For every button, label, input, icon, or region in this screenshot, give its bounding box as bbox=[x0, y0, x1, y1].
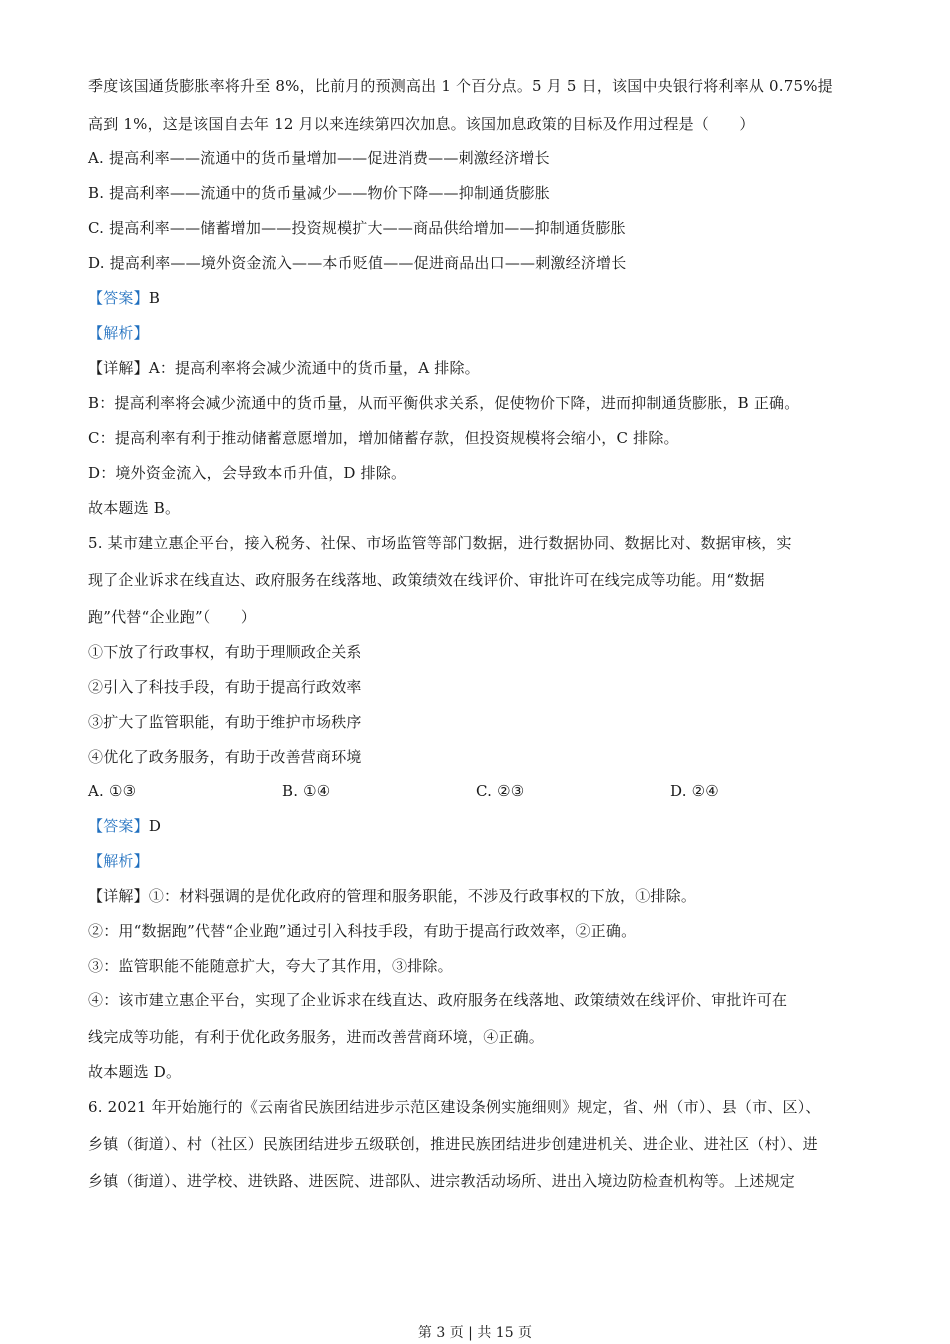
q5-option-c: C. ②③ bbox=[476, 782, 525, 800]
q5-statement-1: ①下放了行政事权，有助于理顺政企关系 bbox=[88, 643, 362, 661]
q5-options-row bbox=[88, 780, 870, 802]
q5-statement-2: ②引入了科技手段，有助于提高行政效率 bbox=[88, 678, 362, 696]
q4-detail-line-2: B：提高利率将会减少流通中的货币量，从而平衡供求关系，促使物价下降，进而抑制通货膨胀，B 正确。 bbox=[88, 394, 800, 412]
answer-tag: 【答案】 bbox=[88, 817, 149, 835]
q5-stem-line-1: 5. 某市建立惠企平台，接入税务、社保、市场监管等部门数据，进行数据协同、数据比对、数据审核，实 bbox=[88, 534, 792, 552]
q5-analysis-heading bbox=[88, 850, 870, 872]
detail-text: A：提高利率将会减少流通中的货币量，A 排除。 bbox=[148, 359, 480, 377]
answer-value: D bbox=[148, 817, 162, 835]
analysis-tag: 【解析】 bbox=[88, 852, 149, 870]
q5-detail-line-2: ②：用“数据跑”代替“企业跑”通过引入科技手段，有助于提高行政效率，②正确。 bbox=[88, 922, 637, 940]
q5-option-d: D. ②④ bbox=[670, 782, 719, 800]
q5-detail-line-4a: ④：该市建立惠企平台，实现了企业诉求在线直达、政府服务在线落地、政策绩效在线评价、审批许可在 bbox=[88, 991, 788, 1009]
q5-stem-line-3: 跑”代替“企业跑”（ ） bbox=[88, 608, 257, 626]
q6-stem-line-1: 6. 2021 年开始施行的《云南省民族团结进步示范区建设条例实施细则》规定，省、州（市）、县（市、区）、 bbox=[88, 1098, 821, 1116]
q5-option-b: B. ①④ bbox=[282, 782, 331, 800]
detail-tag: 【详解】 bbox=[88, 359, 149, 377]
q6-stem-line-3: 乡镇（街道）、进学校、进铁路、进医院、进部队、进宗教活动场所、进出入境边防检查机构等。上述规定 bbox=[88, 1172, 795, 1190]
q4-option-b: B. 提高利率——流通中的货币量减少——物价下降——抑制通货膨胀 bbox=[88, 184, 550, 202]
q6-stem-line-2: 乡镇（街道）、村（社区）民族团结进步五级联创，推进民族团结进步创建进机关、进企业、进社区（村）、进 bbox=[88, 1135, 818, 1153]
q5-stem-line-2: 现了企业诉求在线直达、政府服务在线落地、政策绩效在线评价、审批许可在线完成等功能。用“数据 bbox=[88, 571, 765, 589]
detail-tag: 【详解】 bbox=[88, 887, 149, 905]
q5-detail-line-3: ③：监管职能不能随意扩大，夸大了其作用，③排除。 bbox=[88, 957, 453, 975]
analysis-tag: 【解析】 bbox=[88, 324, 149, 342]
q4-stem-line-2: 高到 1%，这是该国自去年 12 月以来连续第四次加息。该国加息政策的目标及作用过程是（ ） bbox=[88, 115, 755, 133]
q4-detail-line-4: D：境外资金流入，会导致本币升值，D 排除。 bbox=[88, 464, 407, 482]
detail-text: ①：材料强调的是优化政府的管理和服务职能，不涉及行政事权的下放，①排除。 bbox=[148, 887, 697, 905]
q4-option-a: A. 提高利率——流通中的货币量增加——促进消费——刺激经济增长 bbox=[88, 149, 550, 167]
page-footer: 第 3 页 | 共 15 页 bbox=[417, 1325, 533, 1341]
q4-analysis-heading bbox=[88, 322, 870, 344]
answer-value: B bbox=[148, 289, 161, 307]
q4-detail-line-1 bbox=[88, 357, 870, 379]
q4-detail-line-3: C：提高利率有利于推动储蓄意愿增加，增加储蓄存款，但投资规模将会缩小，C 排除。 bbox=[88, 429, 679, 447]
q5-statement-4: ④优化了政务服务，有助于改善营商环境 bbox=[88, 748, 362, 766]
q4-stem-line-1: 季度该国通货膨胀率将升至 8%，比前月的预测高出 1 个百分点。5 月 5 日，该国中央银行将利率从 0.75%提 bbox=[88, 77, 833, 95]
q5-detail-line-4b: 线完成等功能，有利于优化政务服务，进而改善营商环境，④正确。 bbox=[88, 1028, 545, 1046]
q5-option-a: A. ①③ bbox=[88, 782, 137, 800]
q5-answer bbox=[88, 815, 870, 837]
q4-conclusion: 故本题选 B。 bbox=[88, 499, 181, 517]
q5-statement-3: ③扩大了监管职能，有助于维护市场秩序 bbox=[88, 713, 362, 731]
q4-answer bbox=[88, 287, 870, 309]
q4-option-c: C. 提高利率——储蓄增加——投资规模扩大——商品供给增加——抑制通货膨胀 bbox=[88, 219, 626, 237]
q5-detail-line-1 bbox=[88, 885, 870, 907]
answer-tag: 【答案】 bbox=[88, 289, 149, 307]
q4-option-d: D. 提高利率——境外资金流入——本币贬值——促进商品出口——刺激经济增长 bbox=[88, 254, 627, 272]
q5-conclusion: 故本题选 D。 bbox=[88, 1063, 182, 1081]
